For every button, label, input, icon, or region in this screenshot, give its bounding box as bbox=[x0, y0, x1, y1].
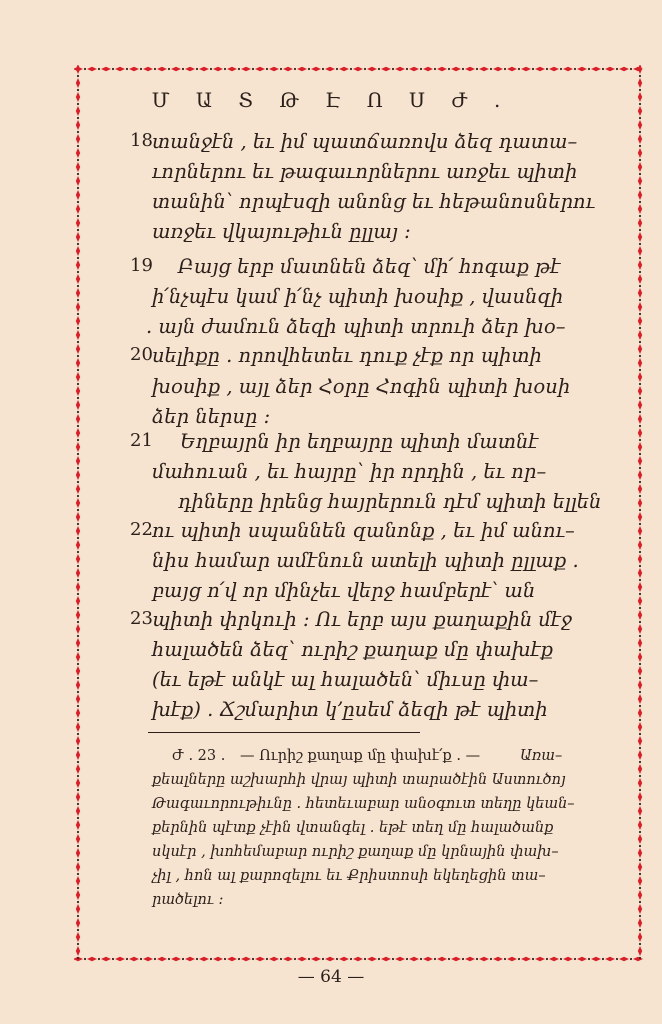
text-line bbox=[0, 255, 662, 285]
text-line bbox=[0, 698, 662, 728]
line-text: . այն ժամուն ձեզի պիտի տրուի ձեր խօ– bbox=[146, 315, 566, 338]
line-text: պիտի փրկուի : Ու երբ այս քաղաքին մէջ bbox=[152, 608, 572, 631]
footnote-text: քեալները աշխարհի վրայ պիտի տարածէին Աստուծոյ bbox=[152, 772, 566, 788]
footnote-text: Թագաւորութիւնը . հետեւաբար անօգուտ տեղը կեան– bbox=[152, 796, 575, 812]
line-text: ու պիտի սպաննեն զանոնք , եւ իմ անու– bbox=[152, 519, 575, 542]
text-line bbox=[0, 579, 662, 609]
verse-number: 18 bbox=[130, 130, 153, 151]
footnote-quote: — Ուրիշ քաղաք մը փախէ՛ք . — bbox=[240, 748, 481, 764]
text-line bbox=[0, 549, 662, 579]
line-text: (եւ եթէ անկէ ալ հալածեն՝ միւսը փա– bbox=[152, 668, 539, 691]
footnote-text: քերնին պէտք չէին վտանգել . եթէ տեղ մը հալածանք bbox=[152, 820, 554, 836]
line-text: առջեւ վկայութիւն ըլլայ : bbox=[152, 220, 411, 243]
footnote-line bbox=[0, 868, 662, 892]
line-text: տանջէն , եւ իմ պատճառովս ձեզ դատա– bbox=[152, 130, 578, 153]
text-line bbox=[0, 490, 662, 520]
verse-number: 21 bbox=[130, 430, 153, 451]
footnote-line bbox=[0, 892, 662, 916]
line-text: ի՛նչպէս կամ ի՛նչ պիտի խօսիք , վասնզի bbox=[152, 285, 564, 308]
verse-number: 23 bbox=[130, 608, 153, 629]
text-line bbox=[0, 285, 662, 315]
line-text: դիները իրենց հայրերուն դէմ պիտի ելլեն bbox=[178, 490, 602, 513]
line-text: ձեր ներսը : bbox=[152, 405, 271, 428]
footnote-reference: Ժ . 23 . bbox=[172, 748, 226, 764]
line-text: բայց ո՛վ որ մինչեւ վերջ համբերէ՝ ան bbox=[152, 579, 536, 602]
line-text: ւորներու եւ թագաւորներու առջեւ պիտի bbox=[152, 160, 578, 183]
text-line bbox=[0, 519, 662, 549]
text-line bbox=[0, 608, 662, 638]
text-line bbox=[0, 130, 662, 160]
footnote-line bbox=[0, 820, 662, 844]
text-line bbox=[0, 668, 662, 698]
page-number: — 64 — bbox=[297, 967, 365, 987]
line-text: խօսիք , այլ ձեր Հօրը Հոգին պիտի խօսի bbox=[152, 375, 571, 398]
running-header: Մ Ա Տ Թ Է Ո Ս Ժ . bbox=[151, 88, 511, 112]
text-line bbox=[0, 375, 662, 405]
text-line bbox=[0, 430, 662, 460]
line-text: տանին՝ որպէսզի անոնց եւ հեթանոսներու bbox=[152, 190, 596, 213]
footnote-text: Առա– bbox=[520, 748, 563, 764]
footnote-line bbox=[0, 796, 662, 820]
line-text: Եղբայրն իր եղբայրը պիտի մատնէ bbox=[180, 430, 539, 453]
line-text: մահուան , եւ հայրը՝ իր որդին , եւ որ– bbox=[152, 460, 547, 483]
text-line bbox=[0, 220, 662, 250]
line-text: խէք) . Ճշմարիտ կ՚ըսեմ ձեզի թէ պիտի bbox=[152, 698, 548, 721]
line-text: նիս համար ամէնուն ատելի պիտի ըլլաք . bbox=[152, 549, 579, 572]
verse-number: 19 bbox=[130, 255, 153, 276]
text-line bbox=[0, 460, 662, 490]
text-line bbox=[0, 160, 662, 190]
footnote-line bbox=[0, 748, 662, 772]
line-text: հալածեն ձեզ՝ ուրիշ քաղաք մը փախէք bbox=[152, 638, 554, 661]
footnote-text: րածելու : bbox=[152, 892, 224, 908]
text-line bbox=[0, 190, 662, 220]
text-line bbox=[0, 344, 662, 374]
line-text: Բայց երբ մատնեն ձեզ՝ մի՛ հոգաք թէ bbox=[178, 255, 561, 278]
footnote-line bbox=[0, 772, 662, 796]
footnote-text: չիլ , հոն ալ քարոզելու եւ Քրիստոսի եկեղեցին տա– bbox=[152, 868, 546, 884]
footnote-text: սկսէր , խոհեմաբար ուրիշ քաղաք մը կրնային փախ– bbox=[152, 844, 559, 860]
footnote-divider bbox=[148, 732, 420, 733]
verse-number: 20 bbox=[130, 344, 153, 365]
verse-number: 22 bbox=[130, 519, 153, 540]
line-text: սելիքը . որովհետեւ դուք չէք որ պիտի bbox=[152, 344, 542, 367]
text-line bbox=[0, 315, 662, 345]
footnote-line bbox=[0, 844, 662, 868]
text-line bbox=[0, 638, 662, 668]
